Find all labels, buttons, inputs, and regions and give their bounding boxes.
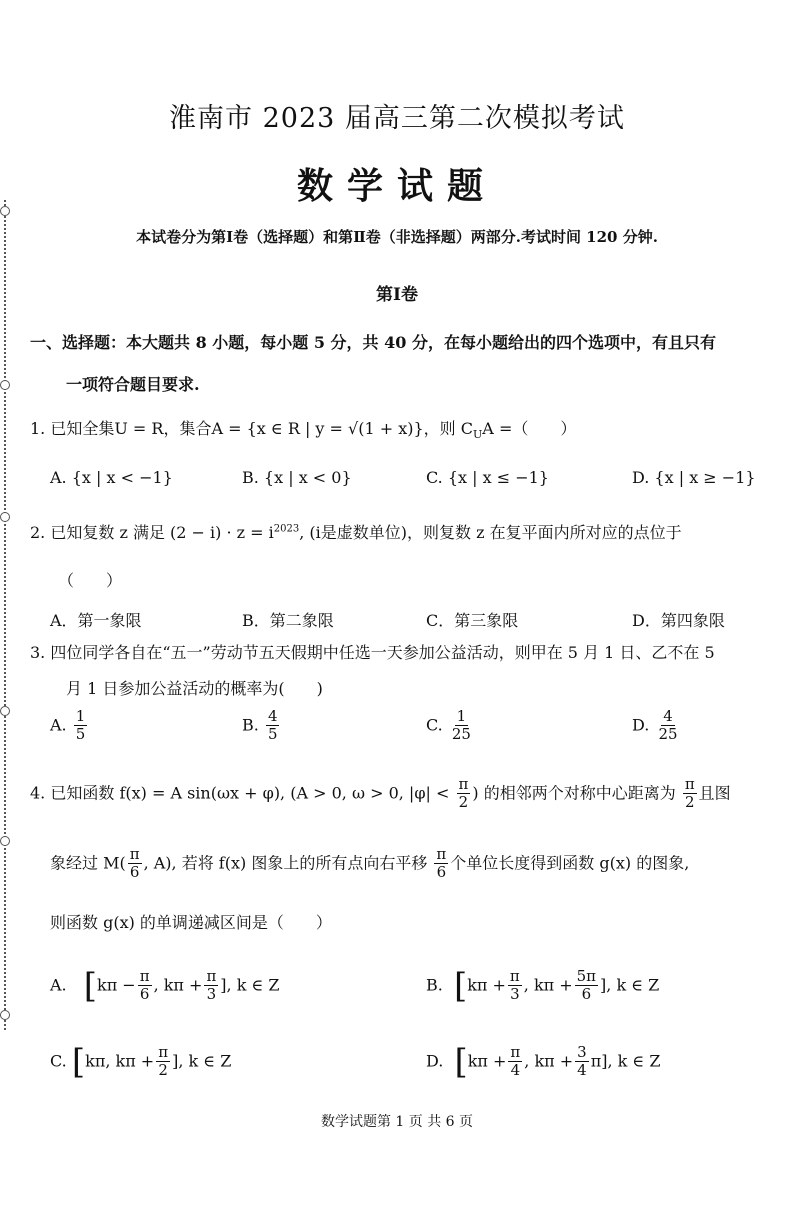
fraction: $\frac{\pi}{6}$: [129, 845, 140, 882]
q4-text: , A), 若将 f(x) 图象上的所有点向右平移: [143, 853, 428, 873]
binding-hole-mark: [0, 512, 10, 522]
fraction: $\frac{1}{5}$: [75, 707, 86, 744]
q2-stem2: , (i是虚数单位)，则复数 z 在复平面内所对应的点位于: [299, 523, 682, 542]
q2-option-b: B．第二象限: [242, 611, 334, 630]
exam-title: 淮南市 2023 届高三第二次模拟考试: [169, 103, 625, 134]
option-label: D.: [632, 715, 650, 735]
fraction: $\frac{\pi}{2}$: [458, 775, 469, 812]
q1-stem: 1. 已知全集U = R，集合A = {x ∈ R | y = √(1 + x)}，则 C: [30, 419, 474, 438]
option-text: , kπ +: [524, 1051, 574, 1071]
fraction: $\frac{3}{4}$: [577, 1043, 587, 1080]
q1-option-a: A. {x | x < −1}: [50, 468, 173, 487]
binding-hole-mark: [0, 706, 10, 716]
option-text: , kπ +: [523, 975, 573, 995]
q1-option-c: C. {x | x ≤ −1}: [426, 468, 549, 487]
q4-option-a: A. [kπ − $\frac{\pi}{6}$ , kπ + $\frac{\pi}{3}$ ], k ∈ Z: [50, 965, 280, 1006]
q4-option-b: B. [kπ + $\frac{\pi}{3}$ , kπ + $\frac{5\pi}{6}$ ], k ∈ Z: [426, 965, 660, 1006]
q3-option-d: [632, 708, 682, 744]
option-text: ], k ∈ Z: [601, 1051, 661, 1071]
q4-option-c: C. [kπ, kπ + $\frac{\pi}{2}$ ], k ∈ Z: [50, 1041, 232, 1082]
fraction: $\frac{4}{5}$: [267, 707, 278, 744]
question-1: [30, 416, 576, 441]
q4-text: 4. 已知函数 f(x) = A sin(ωx + φ), (A > 0, ω > 0, |φ| <: [30, 783, 450, 803]
option-text: kπ +: [467, 975, 506, 995]
option-text: kπ −: [97, 975, 136, 995]
q2-sup: 2023: [273, 523, 300, 535]
q4-text: 且图: [698, 783, 731, 803]
fraction: $\frac{4}{25}$: [658, 707, 678, 744]
q4-text: 象经过 M(: [50, 853, 126, 873]
fraction: $\frac{\pi}{6}$: [436, 845, 447, 882]
binding-margin-line: [4, 200, 6, 1030]
q2-option-a: A．第一象限: [50, 611, 142, 630]
question-4-line1: [30, 776, 731, 812]
option-text: ], k ∈ Z: [172, 1051, 232, 1071]
fraction: $\frac{5\pi}{6}$: [576, 967, 597, 1004]
question-3-line2: 月 1 日参加公益活动的概率为( ): [66, 679, 323, 698]
q1-option-b: B. {x | x < 0}: [242, 468, 352, 487]
q2-paren: （ ）: [58, 571, 123, 590]
option-text: ], k ∈ Z: [220, 975, 280, 995]
fraction: $\frac{\pi}{2}$: [158, 1043, 169, 1080]
section-heading: 一、选择题：本大题共 8 小题，每小题 5 分，共 40 分，在每小题给出的四个选项中，有且只有: [30, 333, 716, 352]
fraction: $\frac{\pi}{4}$: [510, 1043, 521, 1080]
page-footer: 数学试题第 1 页 共 6 页: [320, 1114, 474, 1130]
q1-tail: A =（ ）: [482, 419, 577, 438]
option-label: C.: [50, 1051, 67, 1071]
option-label: B.: [242, 715, 259, 735]
binding-hole-mark: [0, 380, 10, 390]
question-4-line3: 则函数 g(x) 的单调递减区间是（ ）: [50, 913, 332, 932]
option-text: kπ +: [467, 1051, 507, 1071]
fraction: $\frac{\pi}{3}$: [206, 967, 217, 1004]
question-3-line1: 3. 四位同学各自在“五一”劳动节五天假期中任选一天参加公益活动，则甲在 5 月 1 日、乙不在 5: [30, 643, 715, 662]
q1-option-d: D. {x | x ≥ −1}: [632, 468, 756, 487]
option-text: ], k ∈ Z: [600, 975, 660, 995]
subject-title: 数学试题: [296, 165, 497, 207]
question-4-line2: [50, 846, 689, 882]
option-label: B.: [426, 975, 443, 995]
q4-option-d: D. [kπ + $\frac{\pi}{4}$ , kπ + $\frac{3}{4}$ π], k ∈ Z: [426, 1041, 661, 1082]
q2-stem1: 2. 已知复数 z 满足 (2 − i) · z = i: [30, 523, 274, 542]
option-label: D.: [426, 1051, 444, 1071]
exam-intro: 本试卷分为第Ⅰ卷（选择题）和第Ⅱ卷（非选择题）两部分.考试时间 120 分钟.: [136, 228, 658, 246]
q1-sub: U: [473, 428, 483, 442]
q3-option-a: [50, 708, 89, 744]
option-label: C.: [426, 715, 443, 735]
question-2: [30, 520, 682, 543]
fraction: $\frac{\pi}{2}$: [684, 775, 695, 812]
volume-heading: 第Ⅰ卷: [376, 285, 418, 305]
option-text: π: [590, 1051, 602, 1071]
q3-option-b: [242, 708, 281, 744]
binding-hole-mark: [0, 1010, 10, 1020]
q4-text: 个单位长度得到函数 g(x) 的图象,: [450, 853, 690, 873]
binding-hole-mark: [0, 836, 10, 846]
fraction: $\frac{\pi}{6}$: [139, 967, 150, 1004]
q2-option-c: C．第三象限: [426, 611, 519, 630]
q3-option-c: [426, 708, 475, 744]
q4-text: ) 的相邻两个对称中心距离为: [472, 783, 676, 803]
fraction: $\frac{1}{25}$: [451, 707, 471, 744]
option-text: , kπ +: [153, 975, 203, 995]
section-heading-cont: 一项符合题目要求.: [66, 375, 200, 394]
option-label: A.: [50, 715, 67, 735]
option-label: A.: [50, 975, 67, 995]
q2-option-d: D．第四象限: [632, 611, 725, 630]
fraction: $\frac{\pi}{3}$: [509, 967, 520, 1004]
option-text: kπ, kπ +: [85, 1051, 155, 1071]
